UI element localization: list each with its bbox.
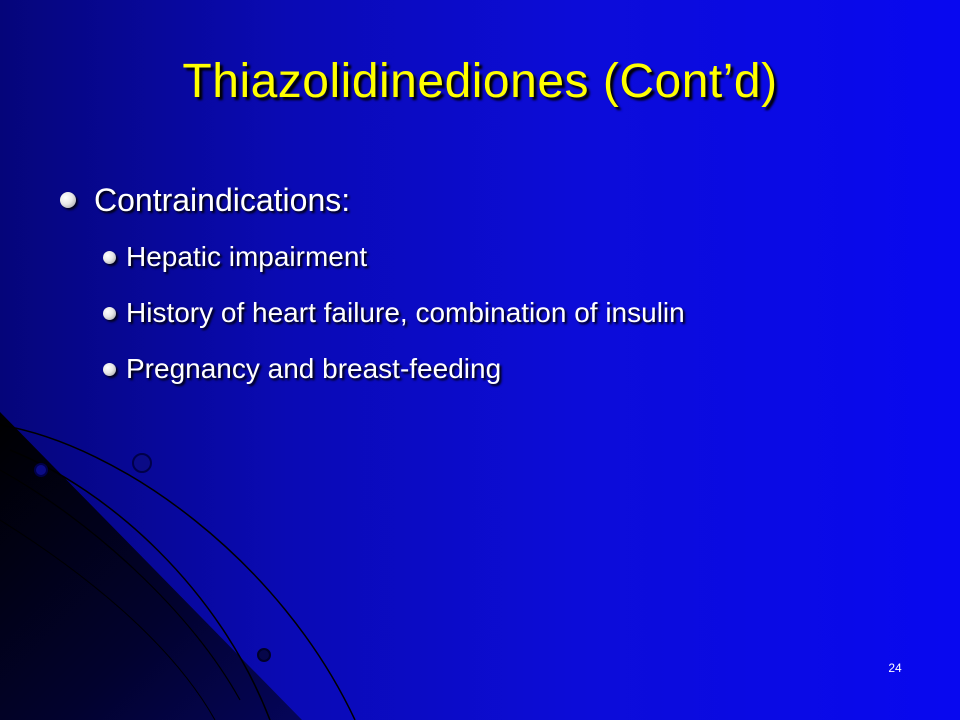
bullet-dot-icon (103, 251, 116, 264)
sub-bullet-item (103, 229, 940, 285)
sub-bullet-text: Pregnancy and breast-feeding (126, 353, 502, 384)
decor-dot (258, 649, 270, 661)
bullet-list (60, 177, 940, 397)
bullet-text: Contraindications: (94, 181, 351, 218)
sub-bullet-item (103, 341, 940, 397)
bullet-dot-icon (103, 363, 116, 376)
bullet-dot-icon (60, 192, 76, 208)
bullet-dot-icon (103, 307, 116, 320)
slide-title: Thiazolidinediones (Cont’d) (182, 55, 778, 108)
sub-bullet-text: History of heart failure, combination of insulin (126, 297, 685, 328)
dark-corner-triangle (0, 412, 302, 720)
sub-bullet-item (103, 285, 940, 341)
decor-dot (133, 454, 151, 472)
bullet-item (60, 177, 940, 223)
sub-bullet-text: Hepatic impairment (126, 241, 368, 272)
page-number: 24 (888, 661, 902, 675)
decor-dot (35, 464, 47, 476)
